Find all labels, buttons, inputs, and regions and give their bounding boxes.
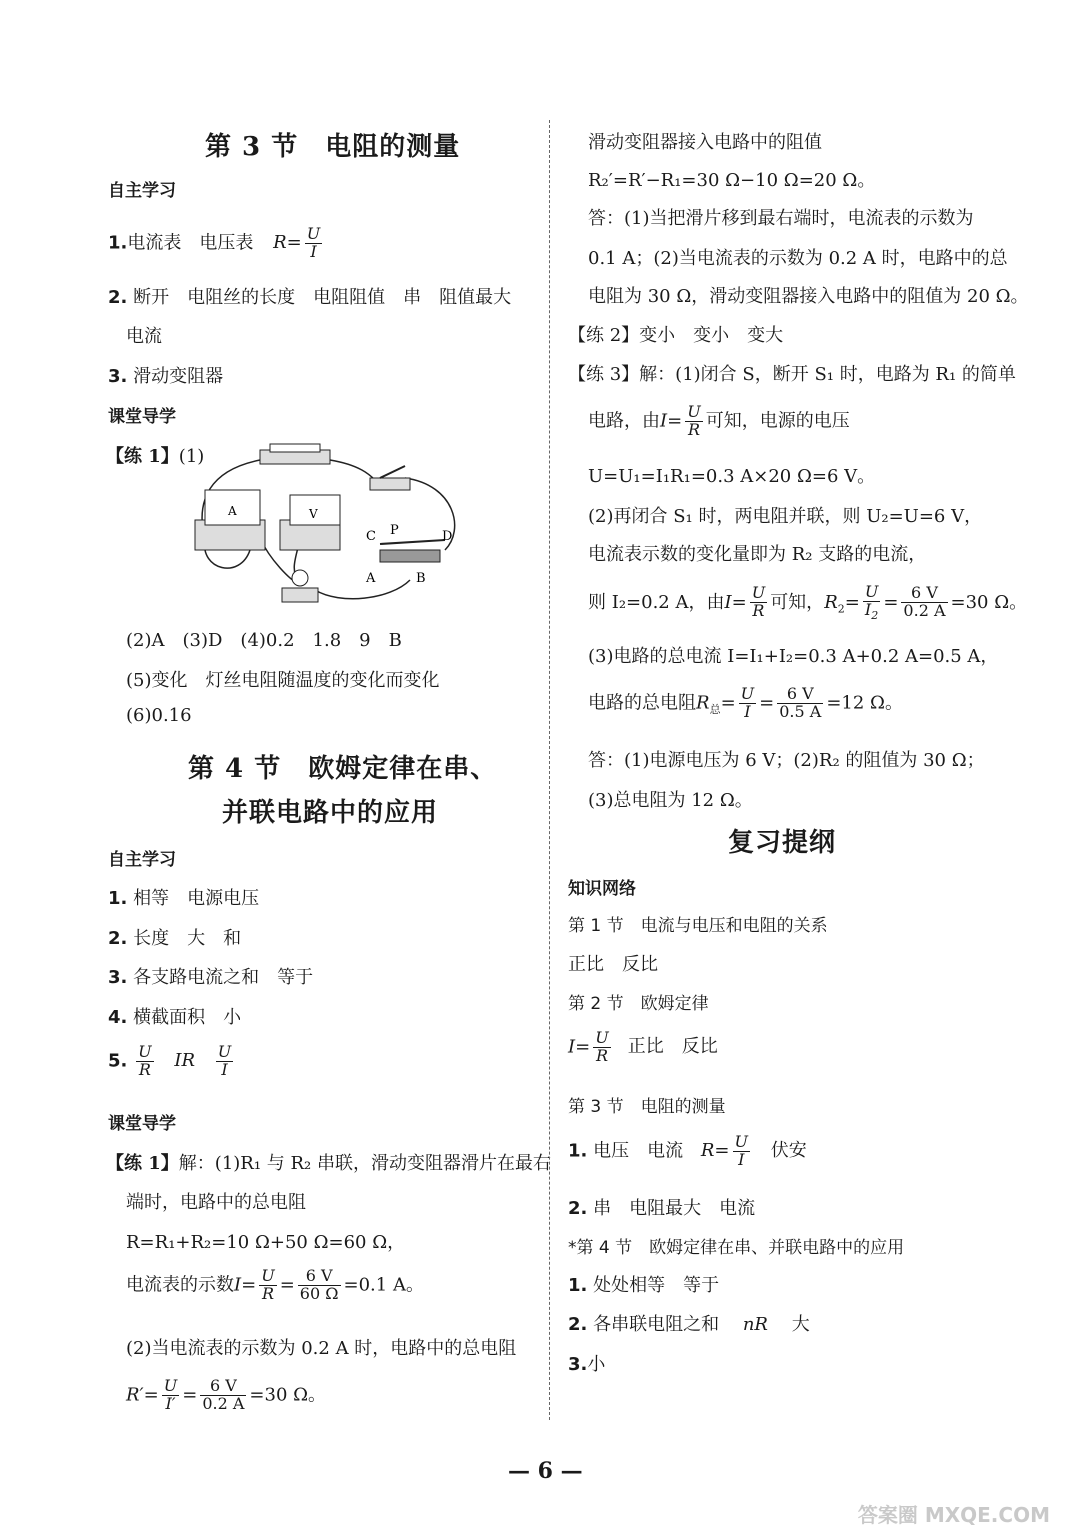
s4-item-1: 1. 相等 电源电压 xyxy=(108,888,260,909)
svg-text:P: P xyxy=(390,523,399,538)
column-divider xyxy=(549,120,550,1420)
lian3-h: 电路的总电阻$R_总=$ $\frac{U}{I}$ = $\frac{6 V}{0.5 A}$ =12 Ω。 xyxy=(588,684,903,721)
r-line-4: 0.1 A；(2)当电流表的示数为 0.2 A 时，电路中的总 xyxy=(588,248,1008,269)
lian3-i: 答：(1)电源电压为 6 V；(2)R₂ 的阻值为 30 Ω； xyxy=(588,750,985,771)
s4-lian1-a: 【练 1】解：(1)R₁ 与 R₂ 串联，滑动变阻器滑片在最右 xyxy=(106,1153,551,1174)
zizhu-heading: 自主学习 xyxy=(108,181,176,201)
k4-item-1: 1. 处处相等 等于 xyxy=(568,1275,720,1296)
s3-item-2b: 电流 xyxy=(126,326,162,347)
s4-item-4: 4. 横截面积 小 xyxy=(108,1007,242,1028)
section4-title-a: 第 4 节 欧姆定律在串、 xyxy=(188,754,498,784)
page-number: — 6 — xyxy=(508,1458,583,1484)
k2-answer: I= $\frac{U}{R}$ 正比 反比 xyxy=(568,1028,718,1065)
s4-item-2: 2. 长度 大 和 xyxy=(108,928,242,949)
zizhu-heading-2: 自主学习 xyxy=(108,850,176,870)
review-title: 复习提纲 xyxy=(728,828,837,858)
s4-lian1-d: 电流表的示数I= $\frac{U}{R}$ = $\frac{6 V}{60 \Omega}$ =0.1 A。 xyxy=(126,1266,424,1303)
lian1-tag: 【练 1】(1) xyxy=(106,446,205,467)
lian3-e: 电流表示数的变化量即为 R₂ 支路的电流， xyxy=(588,544,927,565)
s4-lian1-b: 端时，电路中的总电阻 xyxy=(126,1192,306,1213)
k3-heading: 第 3 节 电阻的测量 xyxy=(568,1097,726,1117)
k1-heading: 第 1 节 电流与电压和电阻的关系 xyxy=(568,916,828,936)
svg-text:A: A xyxy=(228,504,237,518)
k3-item-2: 2. 串 电阻最大 电流 xyxy=(568,1198,756,1219)
section3-title: 第 3 节 电阻的测量 xyxy=(205,132,461,162)
lian1-ans-6: (6)0.16 xyxy=(126,705,192,726)
s4-item-5: 5. $\frac{U}{R}$ IR $\frac{U}{I}$ xyxy=(108,1042,232,1079)
ketang-heading-2: 课堂导学 xyxy=(108,1114,176,1134)
lian1-ans-5: (5)变化 灯丝电阻随温度的变化而变化 xyxy=(126,670,440,691)
svg-text:V: V xyxy=(309,507,318,521)
svg-text:C: C xyxy=(366,529,376,544)
r-line-5: 电阻为 30 Ω，滑动变阻器接入电路中的阻值为 20 Ω。 xyxy=(588,286,1029,307)
k1-answer: 正比 反比 xyxy=(568,954,658,975)
r-line-3: 答：(1)当把滑片移到最右端时，电流表的示数为 xyxy=(588,208,974,229)
s4-item-3: 3. 各支路电流之和 等于 xyxy=(108,967,314,988)
section4-title-b: 并联电路中的应用 xyxy=(222,798,439,828)
r-line-2: R₂′=R′−R₁=30 Ω−10 Ω=20 Ω。 xyxy=(588,170,876,191)
lian3-a: 【练 3】解：(1)闭合 S，断开 S₁ 时，电路为 R₁ 的简单 xyxy=(568,364,1016,385)
svg-text:B: B xyxy=(416,571,426,586)
k4-item-2: 2. 各串联电阻之和 nR 大 xyxy=(568,1314,810,1335)
lian3-b: 电路，由I= $\frac{U}{R}$ 可知，电源的电压 xyxy=(588,402,850,439)
watermark-logo: 答案圈 MXQE.COM xyxy=(857,1503,1050,1527)
s3-item-1: 1.电流表 电压表 R= $\frac{U}{I}$ xyxy=(108,224,321,261)
s3-item-3: 3. 滑动变阻器 xyxy=(108,366,224,387)
s4-lian1-f: R′= $\frac{U}{I'}$ = $\frac{6 V}{0.2 A}$ =30 Ω。 xyxy=(126,1376,327,1413)
s4-lian1-c: R=R₁+R₂=10 Ω+50 Ω=60 Ω， xyxy=(126,1232,406,1253)
svg-text:A: A xyxy=(366,571,376,586)
lian1-ans-2: (2)A (3)D (4)0.2 1.8 9 B xyxy=(126,630,402,651)
lian3-j: (3)总电阻为 12 Ω。 xyxy=(588,790,753,811)
s4-lian1-e: (2)当电流表的示数为 0.2 A 时，电路中的总电阻 xyxy=(126,1338,517,1359)
s3-item-2: 2. 断开 电阻丝的长度 电阻阻值 串 阻值最大 xyxy=(108,287,512,308)
k4-item-3: 3.小 xyxy=(568,1354,606,1375)
r-line-1: 滑动变阻器接入电路中的阻值 xyxy=(588,132,822,153)
zhishi-heading: 知识网络 xyxy=(568,879,636,899)
k3-item-1: 1. 电压 电流 R= $\frac{U}{I}$ 伏安 xyxy=(568,1132,807,1169)
lian2: 【练 2】变小 变小 变大 xyxy=(568,325,784,346)
ketang-heading: 课堂导学 xyxy=(108,407,176,427)
svg-text:D: D xyxy=(442,529,453,544)
lian3-d: (2)再闭合 S₁ 时，两电阻并联，则 U₂=U=6 V， xyxy=(588,506,983,527)
k4-heading: *第 4 节 欧姆定律在串、并联电路中的应用 xyxy=(568,1238,905,1258)
circuit-diagram xyxy=(190,440,470,610)
k2-heading: 第 2 节 欧姆定律 xyxy=(568,994,709,1014)
lian3-f: 则 I₂=0.2 A，由I= $\frac{U}{R}$ 可知，$R_2=$ $\frac{U}{I_2}$ = $\frac{6 V}{0.2 A}$ =30 Ω。 xyxy=(588,582,1028,622)
lian3-g: (3)电路的总电流 I=I₁+I₂=0.3 A+0.2 A=0.5 A， xyxy=(588,646,999,667)
lian3-c: U=U₁=I₁R₁=0.3 A×20 Ω=6 V。 xyxy=(588,466,876,487)
